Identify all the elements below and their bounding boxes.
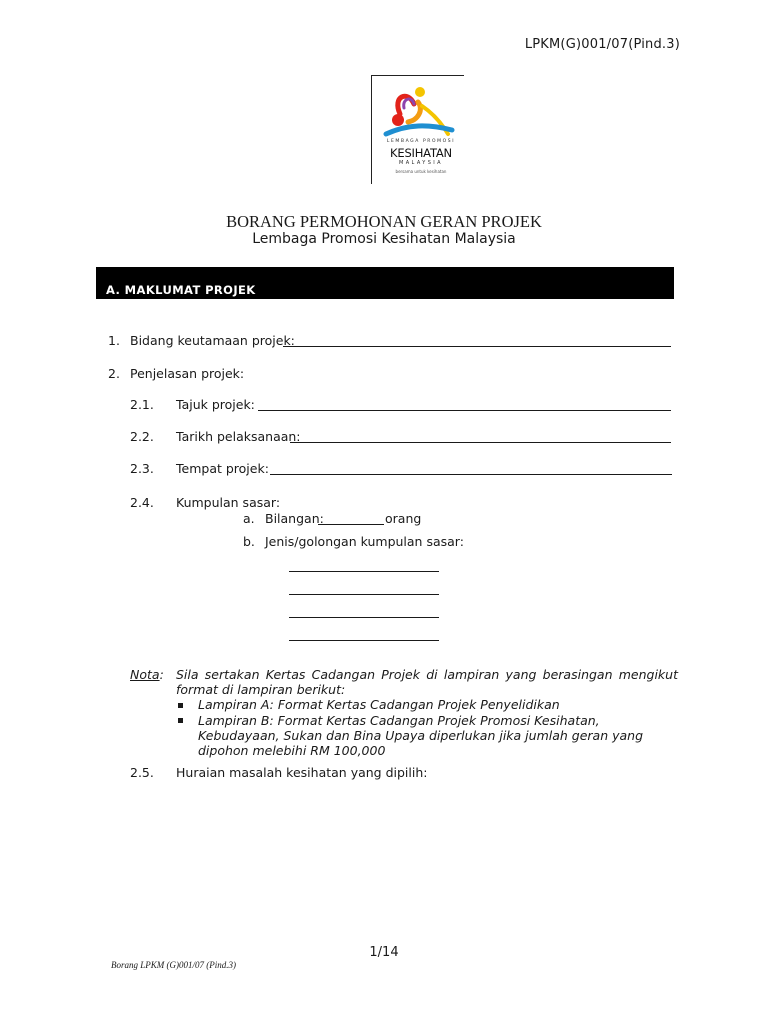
form-title: BORANG PERMOHONAN GERAN PROJEK bbox=[226, 212, 542, 231]
q2-4-a-unit: orang bbox=[385, 511, 422, 526]
logo-line-1: LEMBAGA PROMOSI bbox=[386, 139, 456, 144]
note-text: Sila sertakan Kertas Cadangan Projek di lampiran yang berasingan mengikut format di lampiran berikut: bbox=[176, 667, 678, 697]
q2-1-blank[interactable] bbox=[258, 410, 671, 411]
note-label bbox=[130, 667, 164, 682]
q2-2-number: 2.2. bbox=[130, 429, 154, 444]
q2-3-number: 2.3. bbox=[130, 461, 154, 476]
q2-1-label: Tajuk projek: bbox=[176, 397, 255, 412]
q2-3-blank[interactable] bbox=[270, 474, 672, 475]
q2-4-b-line[interactable] bbox=[289, 571, 439, 572]
footer-form-reference: Borang LPKM (G)001/07 (Pind.3) bbox=[111, 960, 236, 970]
q2-4-b-label: Jenis/golongan kumpulan sasar: bbox=[265, 534, 464, 549]
logo-line-3: MALAYSIA bbox=[399, 160, 443, 166]
q2-4-a-blank[interactable] bbox=[318, 524, 384, 525]
q2-4-b-line[interactable] bbox=[289, 617, 439, 618]
q1-blank[interactable] bbox=[283, 346, 671, 347]
bullet-icon bbox=[178, 703, 183, 708]
q2-2-label: Tarikh pelaksanaan: bbox=[176, 429, 301, 444]
q2-4-b-line[interactable] bbox=[289, 640, 439, 641]
logo-tagline: bersama untuk kesihatan bbox=[395, 169, 447, 174]
q2-4-number: 2.4. bbox=[130, 495, 154, 510]
q2-4-a-label: Bilangan: bbox=[265, 511, 324, 526]
logo-line-2: KESIHATAN bbox=[390, 146, 452, 160]
q1-number: 1. bbox=[108, 333, 120, 348]
q2-2-blank[interactable] bbox=[290, 442, 671, 443]
q2-number: 2. bbox=[108, 366, 120, 381]
section-a-header bbox=[96, 267, 674, 299]
q2-1-number: 2.1. bbox=[130, 397, 154, 412]
q2-5-label: Huraian masalah kesihatan yang dipilih: bbox=[176, 765, 428, 780]
page-number: 1/14 bbox=[369, 945, 399, 960]
note-bullet-2: Lampiran B: Format Kertas Cadangan Projek Promosi Kesihatan, Kebudayaan, Sukan dan Bina Upaya diperlukan jika jumlah geran yang dipohon melebihi RM 100,000 bbox=[198, 713, 644, 758]
q2-4-label: Kumpulan sasar: bbox=[176, 495, 281, 510]
note-colon: : bbox=[159, 667, 164, 682]
q2-4-b-marker: b. bbox=[243, 534, 255, 549]
q2-5-number: 2.5. bbox=[130, 765, 154, 780]
q2-label: Penjelasan projek: bbox=[130, 366, 245, 381]
note-label-text: Nota bbox=[130, 667, 160, 682]
note-bullet-1: Lampiran A: Format Kertas Cadangan Projek Penyelidikan bbox=[198, 697, 560, 712]
bullet-icon bbox=[178, 718, 183, 723]
section-a-title: A. MAKLUMAT PROJEK bbox=[106, 283, 256, 297]
q1-label: Bidang keutamaan projek: bbox=[130, 333, 295, 348]
lpkm-logo bbox=[371, 75, 464, 184]
q2-4-a-marker: a. bbox=[243, 511, 255, 526]
form-subtitle: Lembaga Promosi Kesihatan Malaysia bbox=[252, 231, 516, 247]
q2-3-label: Tempat projek: bbox=[176, 461, 269, 476]
document-reference-code: LPKM(G)001/07(Pind.3) bbox=[524, 37, 680, 52]
lpkm-logo-mark-icon bbox=[378, 84, 458, 142]
q2-4-b-line[interactable] bbox=[289, 594, 439, 595]
